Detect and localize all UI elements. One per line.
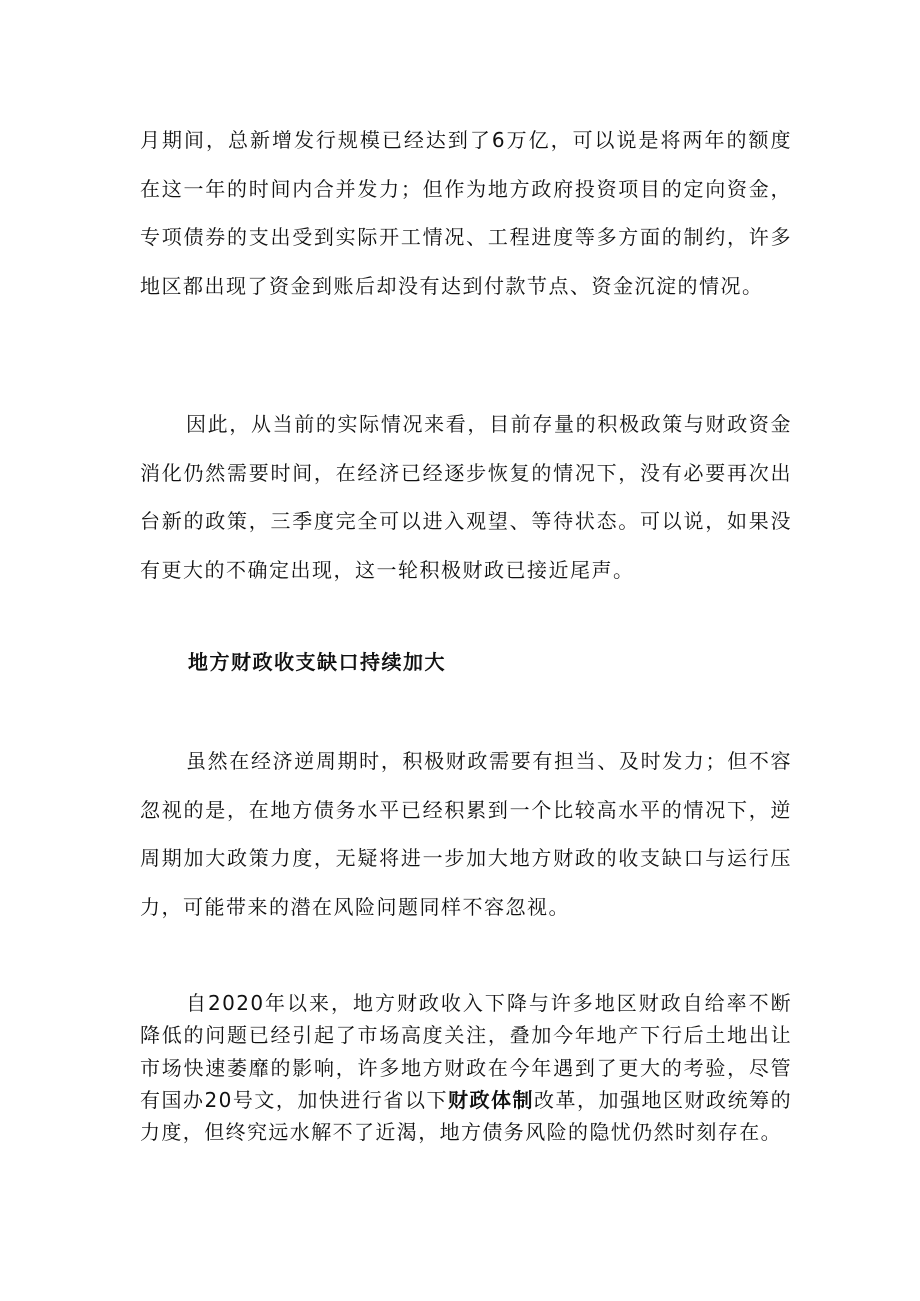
paragraph-4-text-end: 改革，加强地区财政统筹的力度，但终究远水解不了近渴，地方债务风险的隐忧仍然时刻存在。: [140, 1087, 792, 1145]
paragraph-4-text-start: 自2020年以来，地方财政收入下降与许多地区财政自给率不断降低的问题已经引起了市场高度关注，叠加今年地产下行后土地出让市场快速萎靡的影响，许多地方财政在今年遇到了更大的考验，尽管有国办20号文，加快进行省以下: [140, 991, 792, 1112]
paragraph-1: 月期间，总新增发行规模已经达到了6万亿，可以说是将两年的额度在这一年的时间内合并发力；但作为地方政府投资项目的定向资金，专项债券的支出受到实际开工情况、工程进度等多方面的制约，许多地区都出现了资金到账后却没有达到付款节点、资金沉淀的情况。: [140, 128, 792, 298]
paragraph-4: [140, 987, 792, 1148]
paragraph-2: 因此，从当前的实际情况来看，目前存量的积极政策与财政资金消化仍然需要时间，在经济已经逐步恢复的情况下，没有必要再次出台新的政策，三季度完全可以进入观望、等待状态。可以说，如果没有更大的不确定出现，这一轮积极财政已接近尾声。: [140, 412, 792, 582]
paragraph-4-bold-term: 财政体制: [447, 1087, 534, 1112]
paragraph-3: 虽然在经济逆周期时，积极财政需要有担当、及时发力；但不容忽视的是，在地方债务水平已经积累到一个比较高水平的情况下，逆周期加大政策力度，无疑将进一步加大地方财政的收支缺口与运行压力，可能带来的潜在风险问题同样不容忽视。: [140, 749, 792, 919]
section-heading: 地方财政收支缺口持续加大: [188, 650, 446, 674]
